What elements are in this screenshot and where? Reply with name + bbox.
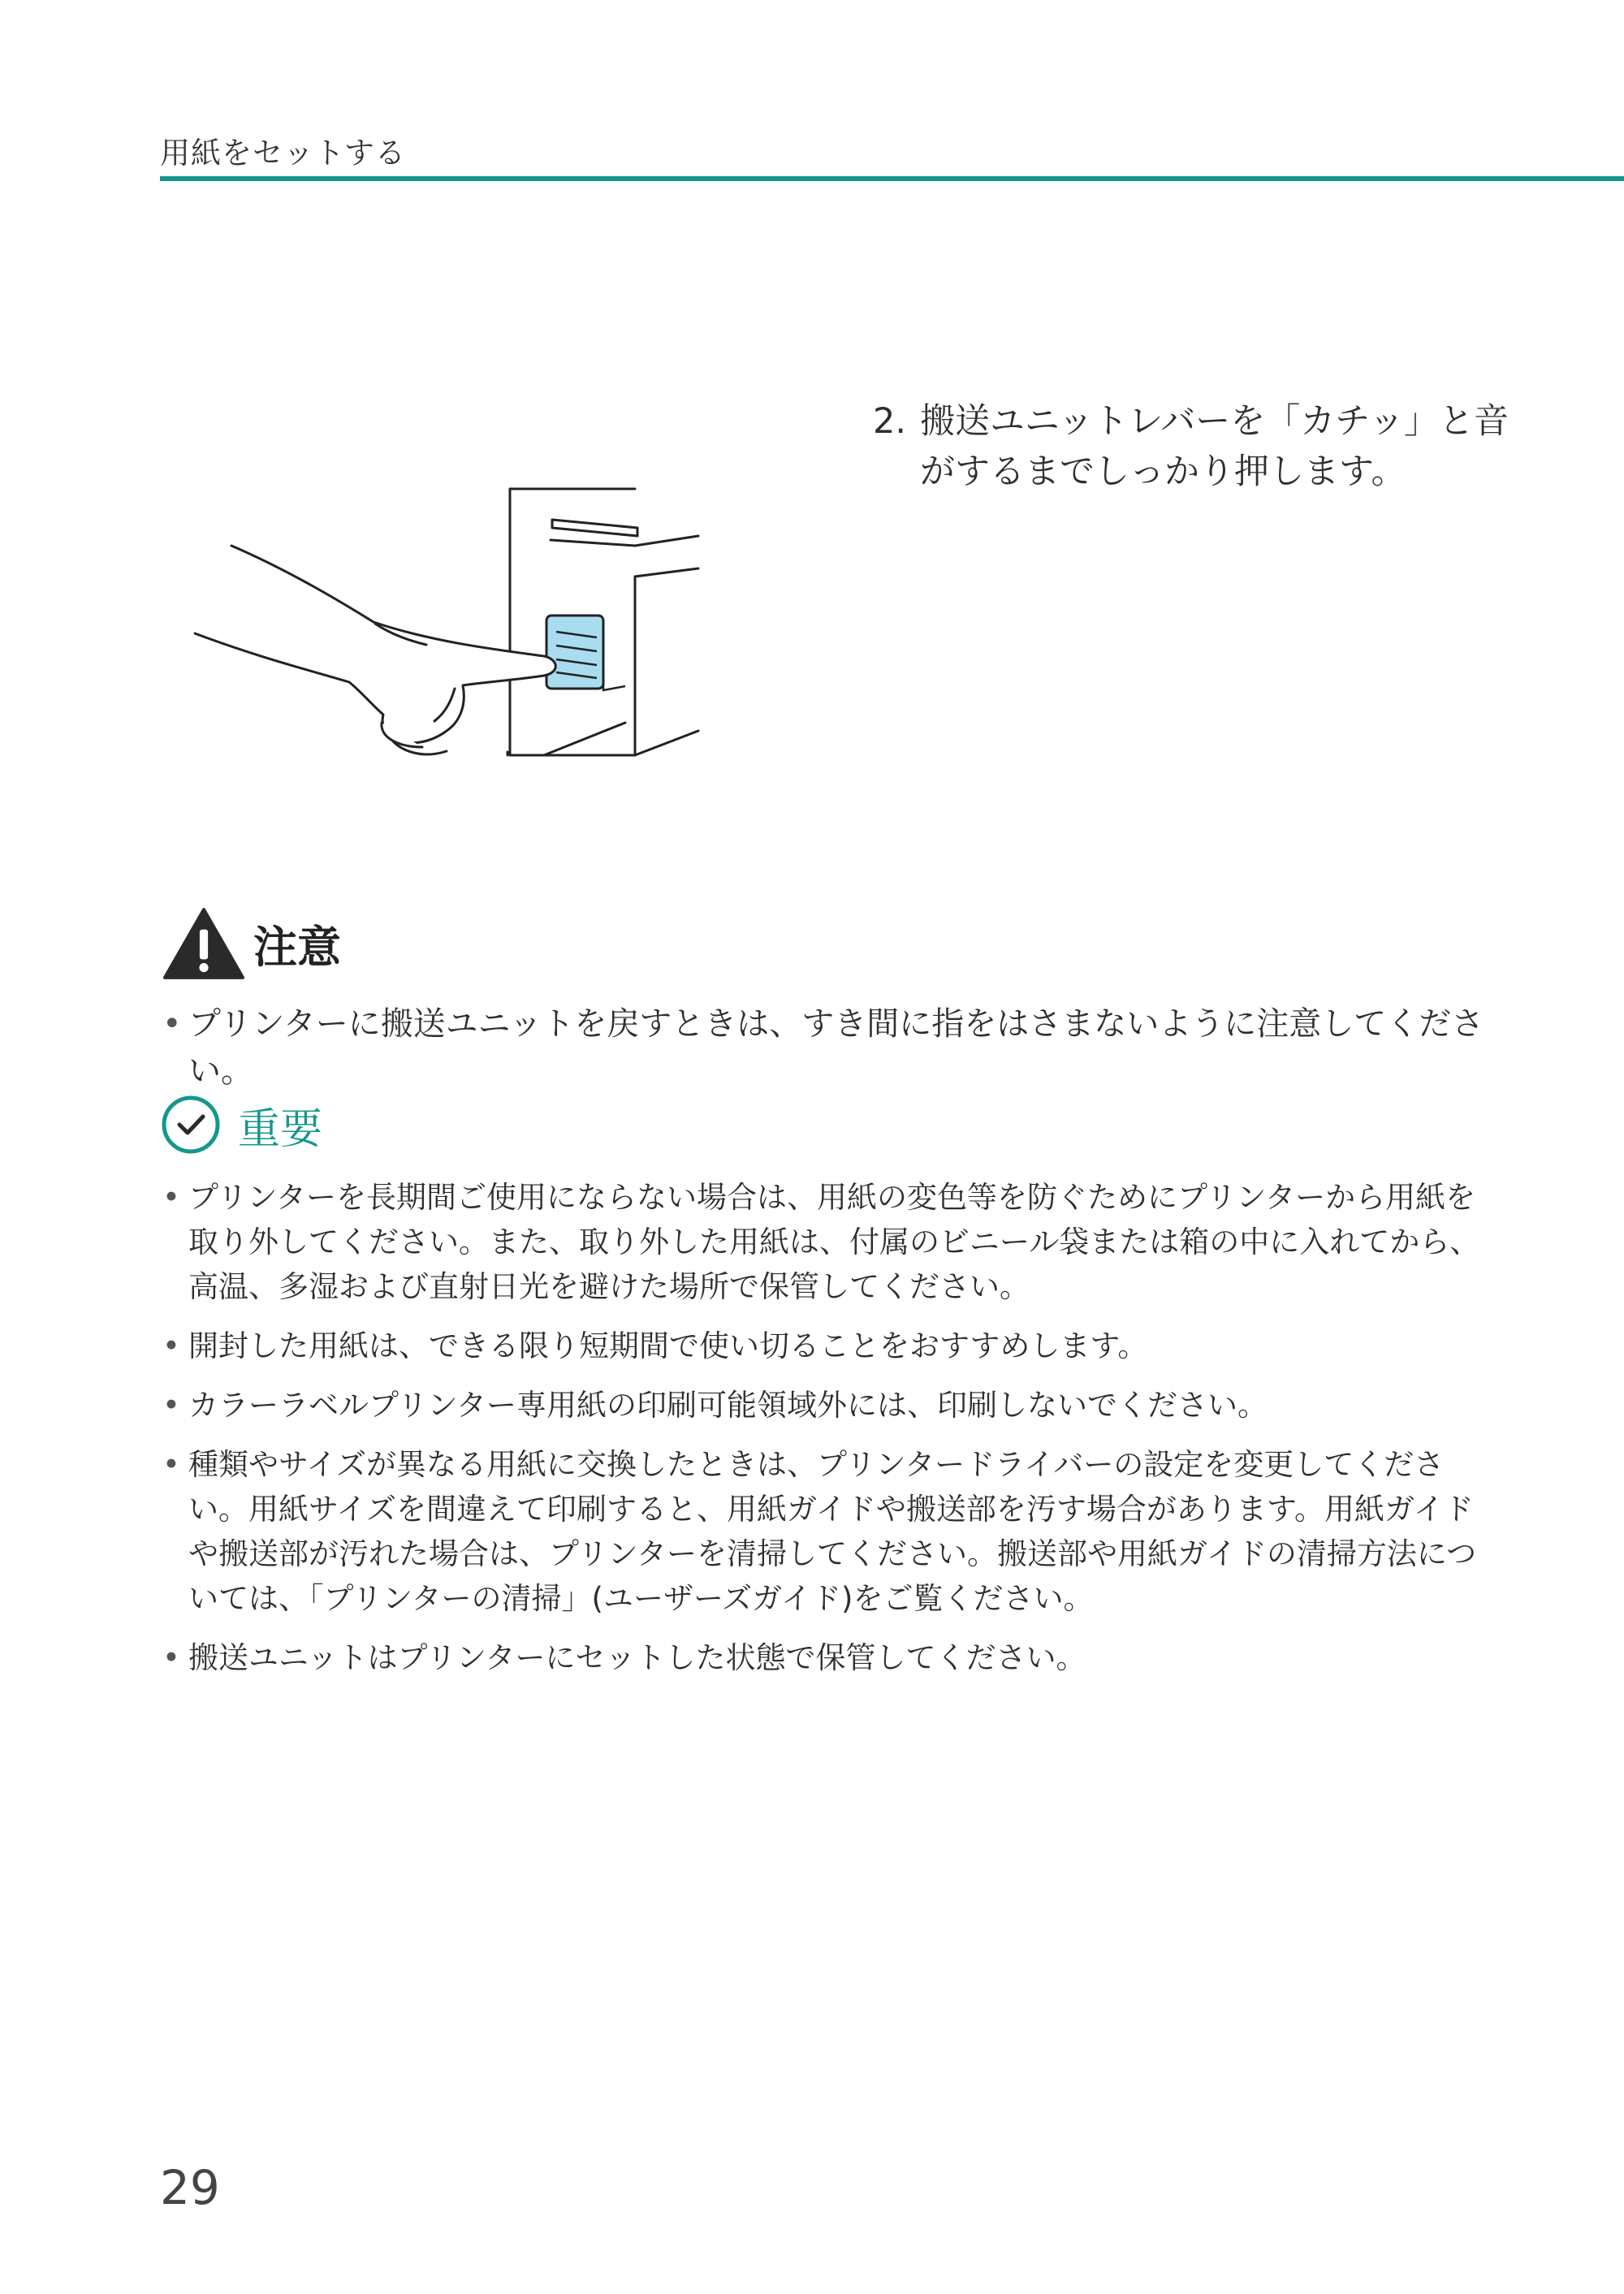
- important-list: [162, 1175, 1494, 1695]
- important-item-text: プリンターを長期間ご使用にならない場合は、用紙の変色等を防ぐためにプリンターから用紙を取り外してください。また、取り外した用紙は、付属のビニール袋または箱の中に入れてから、高温、多湿および直射日光を避けた場所で保管してください。: [188, 1180, 1480, 1304]
- list-item: [162, 1000, 1494, 1095]
- caution-item-text: プリンターに搬送ユニットを戻すときは、すき間に指をはさまないように注意してください。: [188, 1005, 1484, 1090]
- important-title: 重要: [238, 1104, 323, 1154]
- list-item: [162, 1324, 1494, 1368]
- bullet-icon: •: [162, 1328, 180, 1363]
- header-title: 用紙をセットする: [160, 136, 406, 171]
- list-item: [162, 1635, 1494, 1680]
- step-text: 搬送ユニットレバーを「カチッ」と音がするまでしっかり押します。: [920, 401, 1509, 492]
- printer-lever-illustration: [187, 479, 706, 796]
- important-heading: [160, 1092, 322, 1157]
- step-2: [873, 396, 1521, 497]
- step-number: 2.: [873, 401, 907, 442]
- list-item: [162, 1383, 1494, 1428]
- important-item-text: 搬送ユニットはプリンターにセットした状態で保管してください。: [188, 1640, 1086, 1675]
- header-divider: [160, 176, 1624, 181]
- bullet-icon: •: [162, 1005, 182, 1043]
- important-item-text: カラーラベルプリンター専用紙の印刷可能領域外には、印刷しないでください。: [188, 1388, 1268, 1423]
- bullet-icon: •: [162, 1388, 180, 1423]
- bullet-icon: •: [162, 1640, 180, 1675]
- caution-title: 注意: [253, 921, 341, 973]
- important-item-text: 種類やサイズが異なる用紙に交換したときは、プリンタードライバーの設定を変更してください。用紙サイズを間違えて印刷すると、用紙ガイドや搬送部を汚す場合があります。用紙ガイドや搬送部が汚れた場合は、プリンターを清掃してください。搬送部や用紙ガイドの清掃方法については、「プリンターの清掃」(ユーザーズガイド)をご覧ください。: [188, 1447, 1477, 1616]
- caution-heading: [162, 903, 341, 984]
- list-item: [162, 1442, 1494, 1621]
- bullet-icon: •: [162, 1180, 180, 1215]
- list-item: [162, 1175, 1494, 1309]
- page-number: 29: [160, 2160, 220, 2215]
- important-item-text: 開封した用紙は、できる限り短期間で使い切ることをおすすめします。: [188, 1328, 1148, 1363]
- bullet-icon: •: [162, 1447, 180, 1482]
- check-circle-icon: [160, 1094, 222, 1156]
- warning-triangle-icon: [162, 906, 245, 981]
- caution-list: [162, 1000, 1494, 1095]
